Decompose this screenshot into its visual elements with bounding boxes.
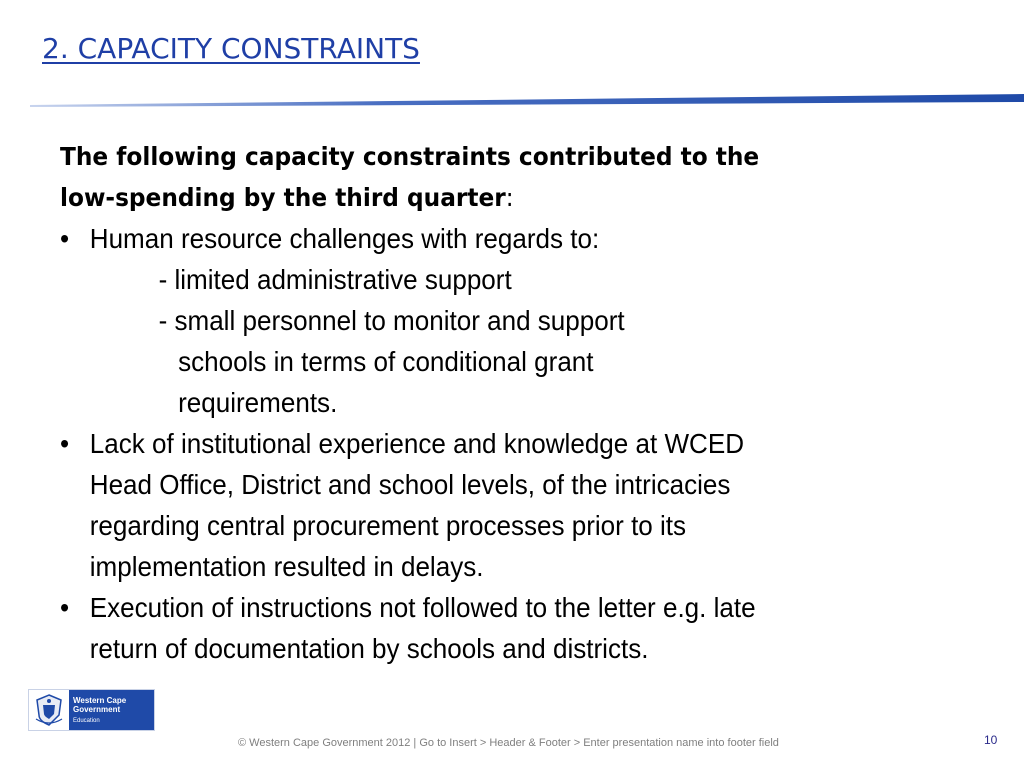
sub-item-2-line-2: schools in terms of conditional grant bbox=[178, 346, 594, 377]
bullet-3-line-2: return of documentation by schools and districts. bbox=[89, 633, 649, 664]
crest-icon bbox=[29, 690, 69, 730]
bullet-2-line-2: Head Office, District and school levels, of the intricacies bbox=[89, 469, 731, 500]
bullet-2-line-4: implementation resulted in delays. bbox=[89, 551, 484, 582]
bullet-item-1 bbox=[60, 218, 925, 259]
sub-item-2-line-3: requirements. bbox=[178, 387, 338, 418]
bullet-item-2 bbox=[60, 423, 925, 587]
bullet-marker: • bbox=[60, 223, 70, 254]
intro-line-1: The following capacity constraints contributed to the bbox=[60, 142, 760, 171]
bullet-2-line-3: regarding central procurement processes prior to its bbox=[89, 510, 687, 541]
sub-item-1: - limited administrative support bbox=[158, 264, 512, 295]
intro-line-2-bold: low-spending by the third quarter bbox=[60, 183, 506, 212]
bullet-item-3 bbox=[60, 587, 925, 669]
sub-item-2-line-1: - small personnel to monitor and support bbox=[158, 305, 625, 336]
page-number: 10 bbox=[984, 733, 998, 747]
intro-line-2 bbox=[60, 177, 925, 218]
bullet-2-line-1: Lack of institutional experience and knowledge at WCED bbox=[89, 428, 745, 459]
slide-title: 2. CAPACITY CONSTRAINTS bbox=[42, 32, 420, 65]
slide-body bbox=[60, 136, 925, 669]
footer-text: © Western Cape Government 2012 | Go to Insert > Header & Footer > Enter presentation name into footer field bbox=[238, 737, 779, 749]
logo-text-panel bbox=[69, 690, 154, 730]
western-cape-government-logo bbox=[28, 689, 155, 731]
intro-paragraph bbox=[60, 136, 925, 218]
bullet-marker: • bbox=[60, 592, 70, 623]
bullet-marker: • bbox=[60, 428, 70, 459]
logo-sub: Education bbox=[73, 717, 100, 724]
logo-line-1: Western Cape bbox=[73, 695, 127, 705]
header-rule bbox=[0, 88, 1024, 110]
bullet-3-line-1: Execution of instructions not followed to the letter e.g. late bbox=[89, 592, 756, 623]
bullet-1-line: Human resource challenges with regards to: bbox=[89, 223, 600, 254]
intro-line-2-tail: : bbox=[505, 183, 514, 212]
logo-line-2: Government bbox=[73, 704, 121, 714]
